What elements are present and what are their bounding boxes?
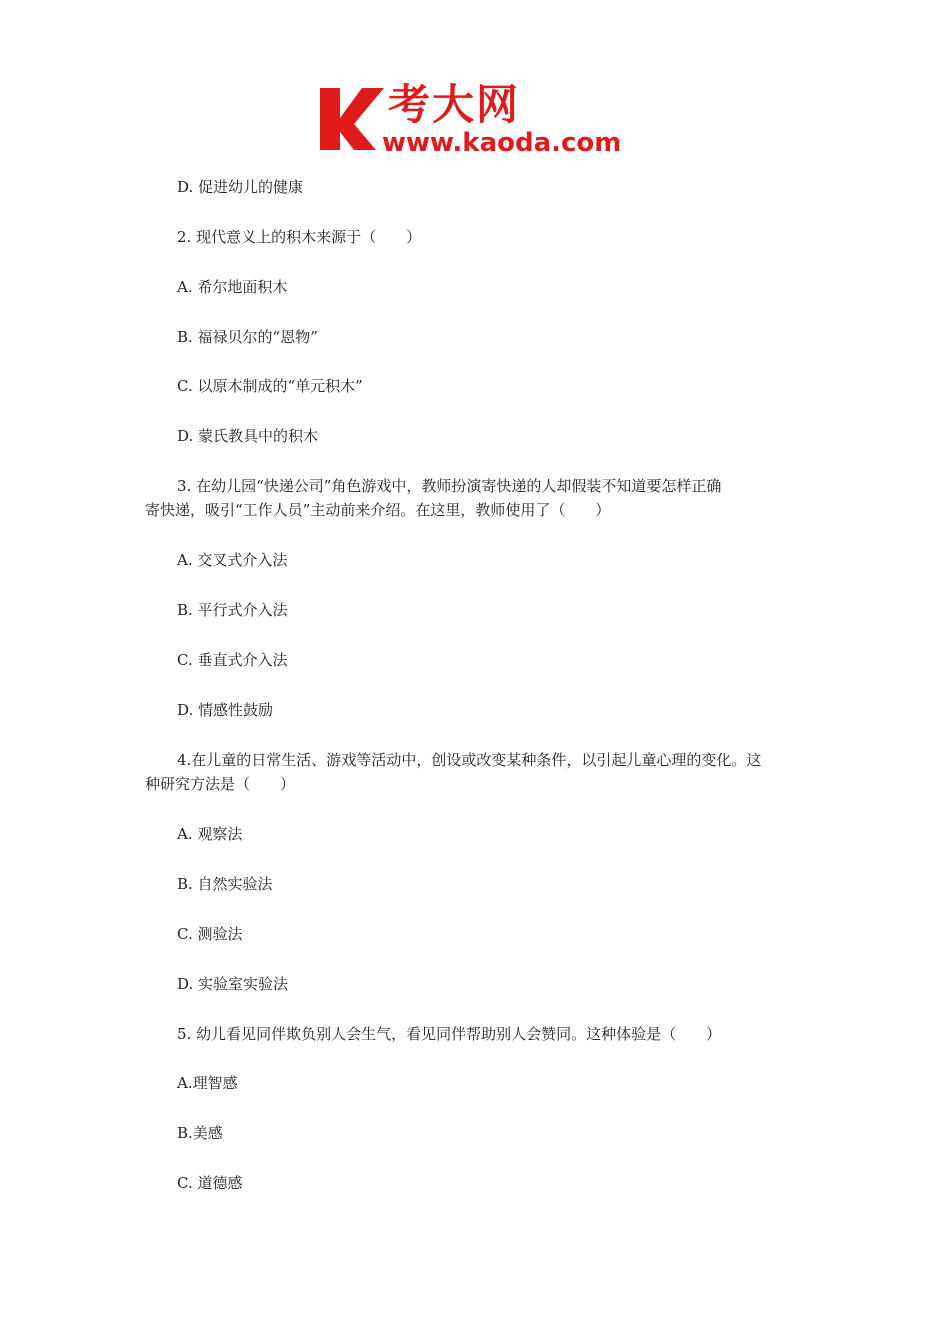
- q2-option-b: B. 福禄贝尔的“恩物”: [177, 328, 318, 346]
- q5-option-b: B.美感: [177, 1124, 223, 1142]
- q2-option-a: A. 希尔地面积木: [177, 278, 288, 296]
- q4-option-b: B. 自然实验法: [177, 875, 273, 893]
- q3-stem-line2: 寄快递，吸引“工作人员”主动前来介绍。在这里，教师使用了（ ）: [145, 501, 611, 519]
- q4-option-a: A. 观察法: [177, 825, 243, 843]
- q1-option-d: D. 促进幼儿的健康: [177, 178, 304, 196]
- q3-option-c: C. 垂直式介入法: [177, 651, 288, 669]
- kaoda-logo: [318, 82, 638, 162]
- q5-stem: 5. 幼儿看见同伴欺负别人会生气，看见同伴帮助别人会赞同。这种体验是（ ）: [177, 1025, 722, 1043]
- k-logo-icon: [318, 84, 388, 152]
- q3-option-b: B. 平行式介入法: [177, 601, 288, 619]
- logo-chinese-text: 考大网: [388, 80, 521, 129]
- q5-option-a: A.理智感: [177, 1074, 238, 1092]
- q4-stem-line1: 4.在儿童的日常生活、游戏等活动中，创设或改变某种条件，以引起儿童心理的变化。这: [177, 751, 762, 769]
- q2-stem: 2. 现代意义上的积木来源于（ ）: [177, 228, 422, 246]
- q2-option-d: D. 蒙氏教具中的积木: [177, 427, 319, 445]
- logo-url-text: www.kaoda.com: [382, 128, 622, 158]
- q3-stem-line1: 3. 在幼儿园“快递公司”角色游戏中，教师扮演寄快递的人却假装不知道要怎样正确: [177, 477, 722, 495]
- q4-stem-line2: 种研究方法是（ ）: [145, 775, 296, 793]
- q4-option-c: C. 测验法: [177, 925, 243, 943]
- q5-option-c: C. 道德感: [177, 1174, 243, 1192]
- q3-option-a: A. 交叉式介入法: [177, 551, 288, 569]
- q2-option-c: C. 以原木制成的“单元积木”: [177, 377, 363, 395]
- q3-option-d: D. 情感性鼓励: [177, 701, 274, 719]
- q4-option-d: D. 实验室实验法: [177, 975, 289, 993]
